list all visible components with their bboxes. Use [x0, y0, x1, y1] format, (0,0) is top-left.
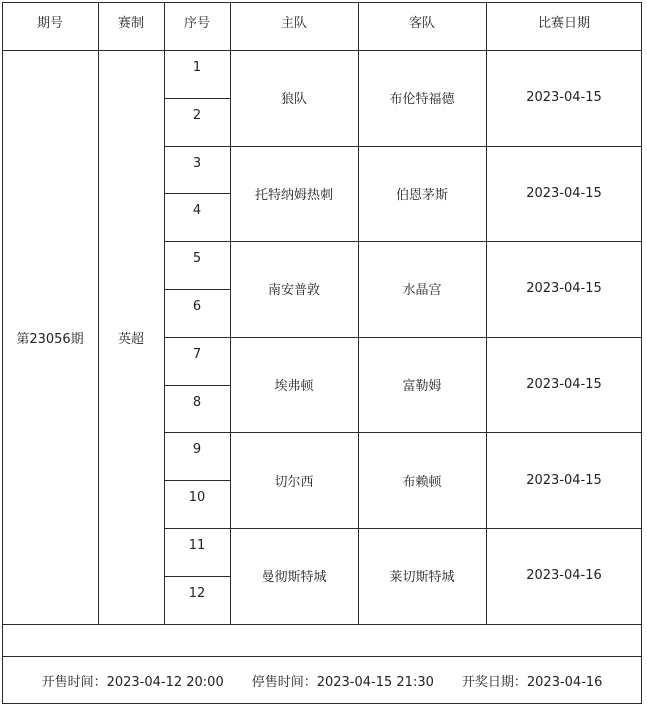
grid-line: [2, 656, 642, 657]
seq-cell: 11: [188, 538, 206, 553]
home-team: 切尔西: [274, 474, 314, 490]
header-competition: 赛制: [117, 16, 144, 31]
sale-stop-time: 停售时间：2023-04-15 21:30: [251, 674, 434, 690]
grid-line: [358, 2, 359, 624]
match-date: 2023-04-15: [526, 185, 602, 201]
seq-cell: 6: [192, 299, 202, 314]
seq-cell: 7: [192, 346, 202, 362]
grid-line: [164, 576, 230, 577]
home-team: 埃弗顿: [274, 379, 314, 395]
header-date: 比赛日期: [537, 16, 590, 31]
grid-line: [641, 2, 642, 704]
seq-cell: 3: [192, 155, 202, 171]
sale-start-time: 开售时间：2023-04-12 20:00: [41, 674, 224, 690]
grid-line: [164, 146, 642, 147]
home-team: 曼彻斯特城: [261, 570, 327, 586]
away-team: 水晶宫: [402, 283, 442, 299]
grid-line: [2, 2, 3, 704]
sales-info: [2, 656, 642, 704]
seq-cell: 8: [192, 394, 202, 410]
seq-cell: 10: [188, 490, 206, 506]
grid-line: [164, 2, 165, 624]
home-team: 托特纳姆热刺: [254, 187, 333, 203]
match-date: 2023-04-16: [526, 568, 602, 584]
match-date: 2023-04-15: [526, 90, 602, 106]
grid-line: [2, 624, 642, 625]
seq-cell: 12: [188, 585, 206, 601]
draw-date: 开奖日期：2023-04-16: [461, 674, 603, 690]
competition-cell: 英超: [117, 331, 144, 347]
grid-line: [164, 193, 230, 194]
away-team: 莱切斯特城: [389, 570, 455, 586]
match-date: 2023-04-15: [526, 377, 602, 393]
grid-line: [230, 2, 231, 624]
grid-line: [164, 289, 230, 290]
seq-cell: 5: [192, 251, 202, 267]
grid-line: [164, 528, 642, 529]
grid-line: [2, 703, 642, 704]
fixture-table: [2, 2, 642, 704]
grid-line: [164, 480, 230, 481]
home-team: 南安普敦: [267, 283, 320, 299]
seq-cell: 4: [192, 203, 202, 219]
match-date: 2023-04-15: [526, 472, 602, 488]
away-team: 富勒姆: [402, 379, 442, 395]
seq-cell: 9: [192, 442, 202, 458]
issue-cell: 第23056期: [16, 331, 84, 347]
away-team: 布赖顿: [402, 474, 442, 490]
seq-cell: 1: [192, 60, 202, 75]
grid-line: [98, 2, 99, 624]
header-issue: 期号: [36, 16, 63, 31]
header-away: 客队: [408, 16, 435, 31]
grid-line: [164, 432, 642, 433]
header-seq: 序号: [183, 16, 210, 31]
home-team: 狼队: [280, 92, 307, 108]
match-date: 2023-04-15: [526, 281, 602, 297]
grid-line: [164, 337, 642, 338]
away-team: 伯恩茅斯: [395, 187, 448, 203]
header-home: 主队: [280, 16, 307, 31]
grid-line: [164, 385, 230, 386]
grid-line: [486, 2, 487, 624]
seq-cell: 2: [192, 107, 202, 123]
grid-line: [164, 98, 230, 99]
grid-line: [164, 241, 642, 242]
away-team: 布伦特福德: [389, 92, 455, 108]
